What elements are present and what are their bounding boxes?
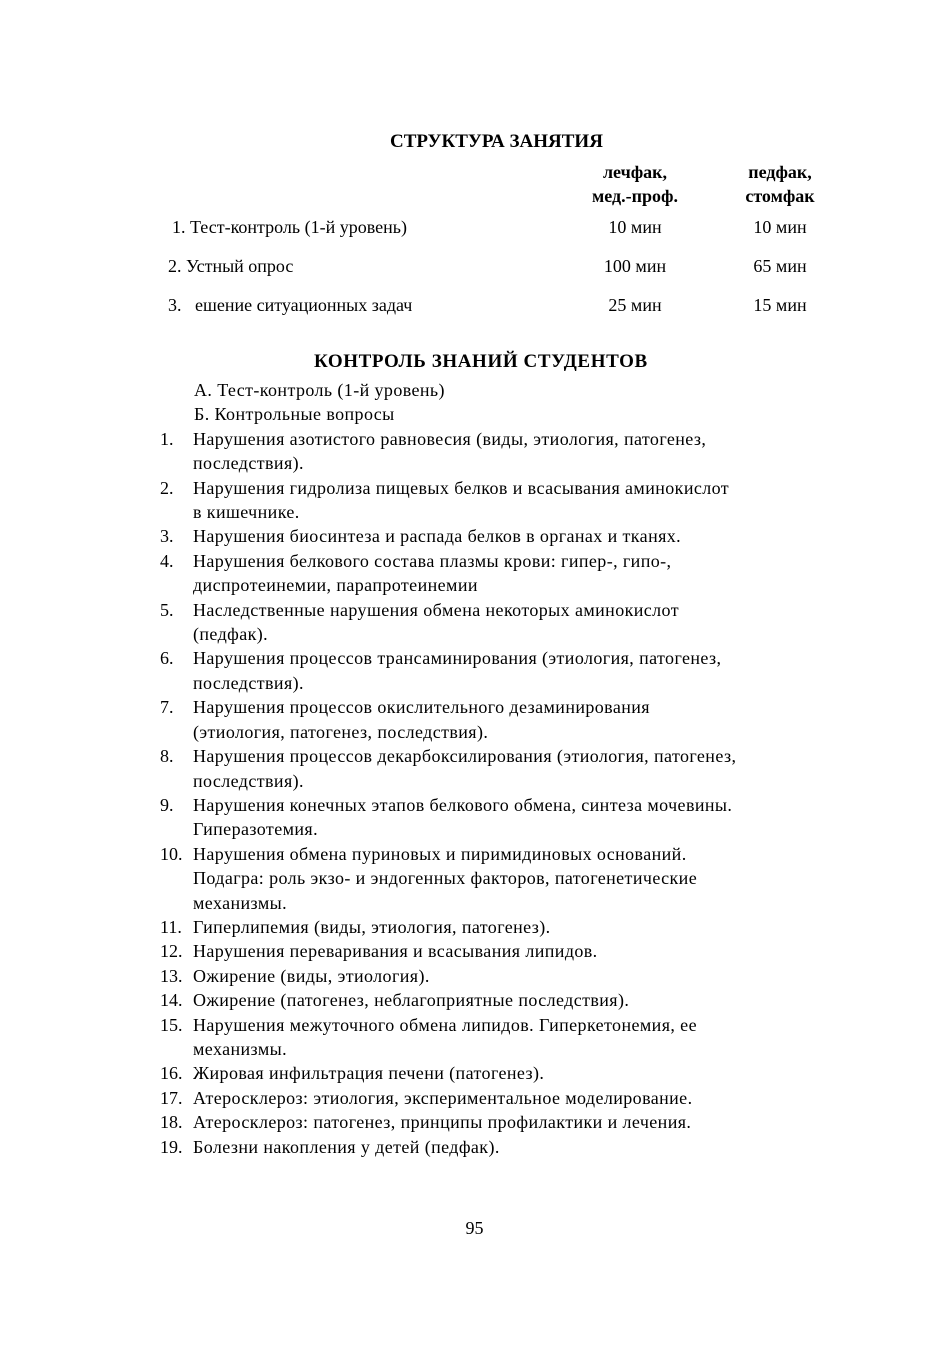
list-item-text: Наследственные нарушения обмена некоторых аминокислот (педфак). bbox=[193, 599, 679, 645]
structure-row-value: 100 мин bbox=[603, 256, 667, 276]
column-header-line: мед.-проф. bbox=[592, 186, 678, 206]
list-item-number: 2. bbox=[160, 477, 174, 498]
list-item-text: Нарушения обмена пуриновых и пиримидиновых оснований. Подагра: роль экзо- и эндогенных факторов, патогенетические механизмы. bbox=[193, 843, 698, 913]
list-item bbox=[160, 476, 840, 525]
list-item bbox=[160, 524, 840, 548]
list-item-text: Атеросклероз: патогенез, принципы профилактики и лечения. bbox=[193, 1112, 692, 1133]
questions-list bbox=[160, 378, 840, 1159]
list-item bbox=[160, 1013, 840, 1062]
list-item-text: Нарушения переваривания и всасывания липидов. bbox=[193, 941, 598, 962]
list-item bbox=[160, 988, 840, 1012]
list-item-text: Нарушения гидролиза пищевых белков и всасывания аминокислот в кишечнике. bbox=[193, 477, 730, 523]
list-item-number: 18. bbox=[160, 1112, 183, 1133]
column-header-line: педфак, bbox=[748, 162, 812, 182]
list-item bbox=[160, 744, 840, 793]
list-item-number: 9. bbox=[160, 794, 174, 815]
list-item-text: Нарушения белкового состава плазмы крови: гипер-, гипо-, диспротеинемии, парапротеинемии bbox=[193, 550, 672, 596]
list-item-number: 16. bbox=[160, 1063, 183, 1084]
list-item-text: Нарушения процессов трансаминирования (этиология, патогенез, последствия). bbox=[193, 648, 722, 693]
page-number: 95 bbox=[465, 1218, 484, 1238]
list-item-number: 12. bbox=[160, 941, 183, 962]
structure-row-label: 2. Устный опрос bbox=[168, 256, 294, 276]
list-item-number: 19. bbox=[160, 1136, 183, 1157]
list-item-number: 7. bbox=[160, 697, 174, 718]
list-item-text: Нарушения процессов декарбоксилирования (этиология, патогенез, последствия). bbox=[193, 746, 737, 791]
list-item-text: Ожирение (патогенез, неблагоприятные последствия). bbox=[193, 990, 630, 1011]
structure-row-value: 65 мин bbox=[753, 256, 807, 276]
list-item-text: Гиперлипемия (виды, этиология, патогенез). bbox=[193, 916, 551, 937]
list-item-number: 6. bbox=[160, 648, 174, 669]
list-item-text: Атеросклероз: этиология, экспериментальное моделирование. bbox=[193, 1087, 693, 1108]
structure-row-label: 1. Тест-контроль (1-й уровень) bbox=[172, 217, 407, 237]
list-item bbox=[160, 695, 840, 744]
list-item bbox=[160, 1110, 840, 1134]
list-item bbox=[160, 549, 840, 598]
list-item bbox=[160, 964, 840, 988]
list-item bbox=[160, 915, 840, 939]
list-item-number: 17. bbox=[160, 1087, 183, 1108]
list-item-text: Нарушения межуточного обмена липидов. Гиперкетонемия, ее механизмы. bbox=[193, 1014, 697, 1059]
list-item-text: Ожирение (виды, этиология). bbox=[193, 965, 430, 986]
list-item-text: Нарушения процессов окислительного дезаминирования (этиология, патогенез, последствия). bbox=[193, 697, 650, 742]
list-item-number: 8. bbox=[160, 746, 174, 767]
list-item-number: 10. bbox=[160, 843, 183, 864]
list-item-number: 4. bbox=[160, 550, 174, 571]
list-item-text: Нарушения конечных этапов белкового обмена, синтеза мочевины. Гиперазотемия. bbox=[193, 794, 733, 840]
list-item-number: 5. bbox=[160, 599, 174, 620]
list-item-number: 13. bbox=[160, 965, 183, 986]
list-item-number: 15. bbox=[160, 1014, 183, 1035]
list-item-text: Нарушения биосинтеза и распада белков в органах и тканях. bbox=[193, 526, 682, 547]
control-title: КОНТРОЛЬ ЗНАНИЙ СТУДЕНТОВ bbox=[314, 351, 648, 372]
structure-row-value: 25 мин bbox=[608, 295, 662, 315]
list-item-text: Жировая инфильтрация печени (патогенез). bbox=[193, 1063, 545, 1084]
list-item bbox=[160, 793, 840, 842]
list-item bbox=[160, 1061, 840, 1085]
list-item-number: 11. bbox=[160, 916, 182, 937]
list-item-text: Болезни накопления у детей (педфак). bbox=[193, 1136, 500, 1157]
list-item-number: 14. bbox=[160, 990, 183, 1011]
list-item bbox=[160, 939, 840, 963]
list-item bbox=[160, 1135, 840, 1159]
structure-title: СТРУКТУРА ЗАНЯТИЯ bbox=[390, 131, 603, 152]
list-item bbox=[160, 1086, 840, 1110]
list-item bbox=[160, 842, 840, 915]
list-item-number: 1. bbox=[160, 428, 174, 449]
structure-row-value: 10 мин bbox=[753, 217, 807, 237]
list-item-number: 3. bbox=[160, 526, 174, 547]
intro-line: Б. Контрольные вопросы bbox=[194, 404, 395, 425]
column-header-lechfak bbox=[570, 160, 700, 208]
list-item-text: Нарушения азотистого равновесия (виды, этиология, патогенез, последствия). bbox=[193, 428, 707, 474]
structure-row-label: 3. ешение ситуационных задач bbox=[168, 295, 413, 315]
structure-row-value: 15 мин bbox=[753, 295, 807, 315]
intro-line: А. Тест-контроль (1-й уровень) bbox=[194, 380, 445, 400]
structure-row-value: 10 мин bbox=[608, 217, 662, 237]
column-header-line: стомфак bbox=[745, 186, 815, 206]
list-item bbox=[160, 598, 840, 647]
list-item bbox=[160, 646, 840, 695]
list-item bbox=[160, 427, 840, 476]
column-header-line: лечфак, bbox=[602, 162, 668, 182]
column-header-pedfak bbox=[715, 160, 845, 208]
